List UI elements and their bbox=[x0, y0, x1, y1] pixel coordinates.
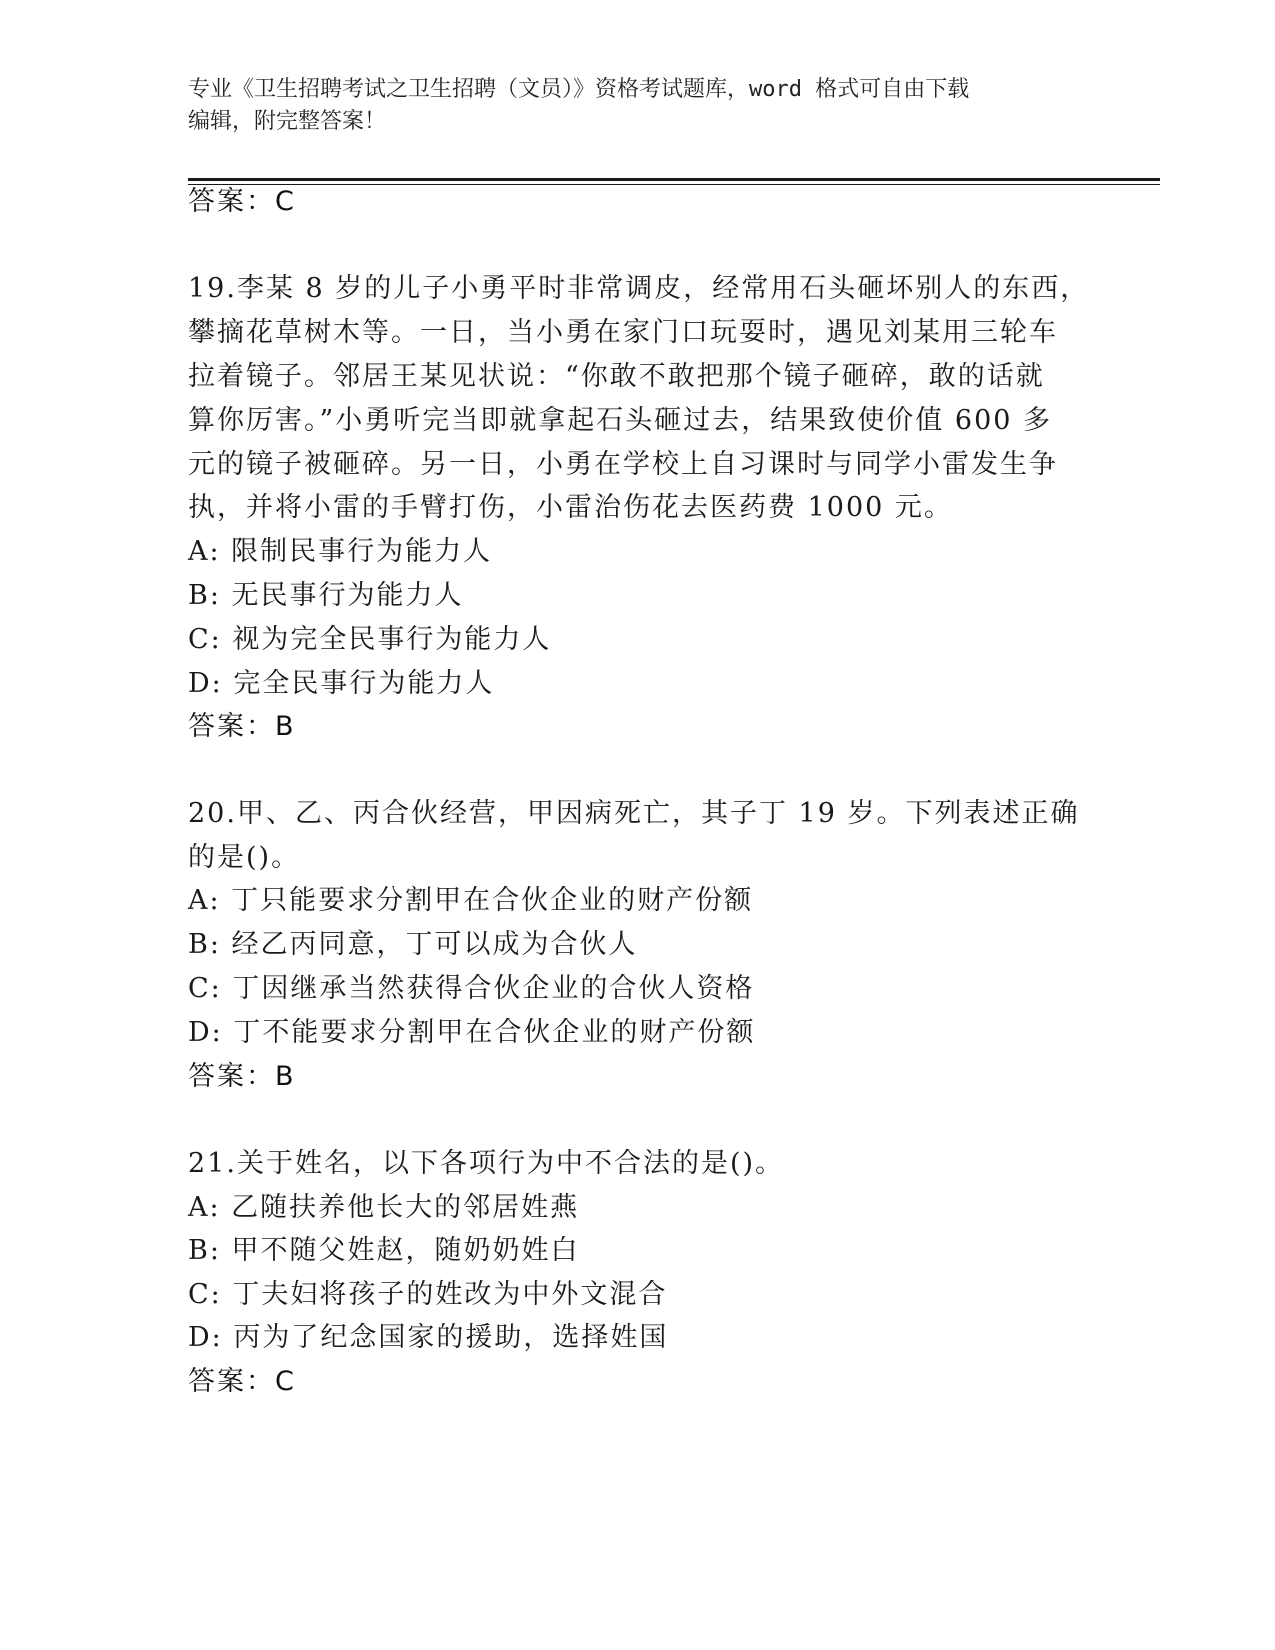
q21-stem-line-1: 21.关于姓名，以下各项行为中不合法的是()。 bbox=[188, 1148, 785, 1179]
q21-option-d: D: 丙为了纪念国家的援助，选择姓国 bbox=[188, 1322, 669, 1353]
q19-stem-line-3: 拉着镜子。邻居王某见状说：“你敢不敢把那个镜子砸碎，敢的话就 bbox=[188, 361, 1045, 392]
q19-stem-line-5: 元的镜子被砸碎。另一日，小勇在学校上自习课时与同学小雷发生争 bbox=[188, 449, 1058, 480]
q19-stem-line-1: 19.李某 8 岁的儿子小勇平时非常调皮，经常用石头砸坏别人的东西， bbox=[188, 273, 1090, 304]
q21-option-c: C: 丁夫妇将孩子的姓改为中外文混合 bbox=[188, 1279, 668, 1310]
q19-option-a: A: 限制民事行为能力人 bbox=[188, 536, 493, 567]
q20-answer: 答案：B bbox=[188, 1061, 296, 1092]
header-line-1: 专业《卫生招聘考试之卫生招聘（文员）》资格考试题库，word 格式可自由下载 bbox=[188, 77, 970, 102]
document-header bbox=[188, 74, 1068, 138]
q19-option-c: C: 视为完全民事行为能力人 bbox=[188, 624, 552, 655]
header-rule-thin bbox=[188, 184, 1160, 185]
q19-option-b: B: 无民事行为能力人 bbox=[188, 580, 464, 611]
q20-stem-line-1: 20.甲、乙、丙合伙经营，甲因病死亡，其子丁 19 岁。下列表述正确 bbox=[188, 798, 1080, 829]
header-rule-thick bbox=[188, 178, 1160, 181]
q19-stem-line-4: 算你厉害。”小勇听完当即就拿起石头砸过去，结果致使价值 600 多 bbox=[188, 405, 1053, 436]
q20-option-a: A: 丁只能要求分割甲在合伙企业的财产份额 bbox=[188, 885, 754, 916]
q19-stem-line-2: 攀摘花草树木等。一日，当小勇在家门口玩耍时，遇见刘某用三轮车 bbox=[188, 317, 1058, 348]
q21-option-a: A: 乙随扶养他长大的邻居姓燕 bbox=[188, 1192, 580, 1223]
q21-answer: 答案：C bbox=[188, 1366, 296, 1397]
q20-option-c: C: 丁因继承当然获得合伙企业的合伙人资格 bbox=[188, 973, 755, 1004]
q20-option-d: D: 丁不能要求分割甲在合伙企业的财产份额 bbox=[188, 1017, 756, 1048]
q21-option-b: B: 甲不随父姓赵，随奶奶姓白 bbox=[188, 1235, 580, 1266]
header-line-2: 编辑，附完整答案！ bbox=[188, 109, 387, 134]
q19-option-d: D: 完全民事行为能力人 bbox=[188, 668, 495, 699]
q19-answer: 答案：B bbox=[188, 711, 296, 742]
q19-stem-line-6: 执，并将小雷的手臂打伤，小雷治伤花去医药费 1000 元。 bbox=[188, 492, 953, 523]
q20-option-b: B: 经乙丙同意，丁可以成为合伙人 bbox=[188, 929, 638, 960]
previous-answer: 答案：C bbox=[188, 186, 296, 217]
q20-stem-line-2: 的是()。 bbox=[188, 842, 301, 873]
